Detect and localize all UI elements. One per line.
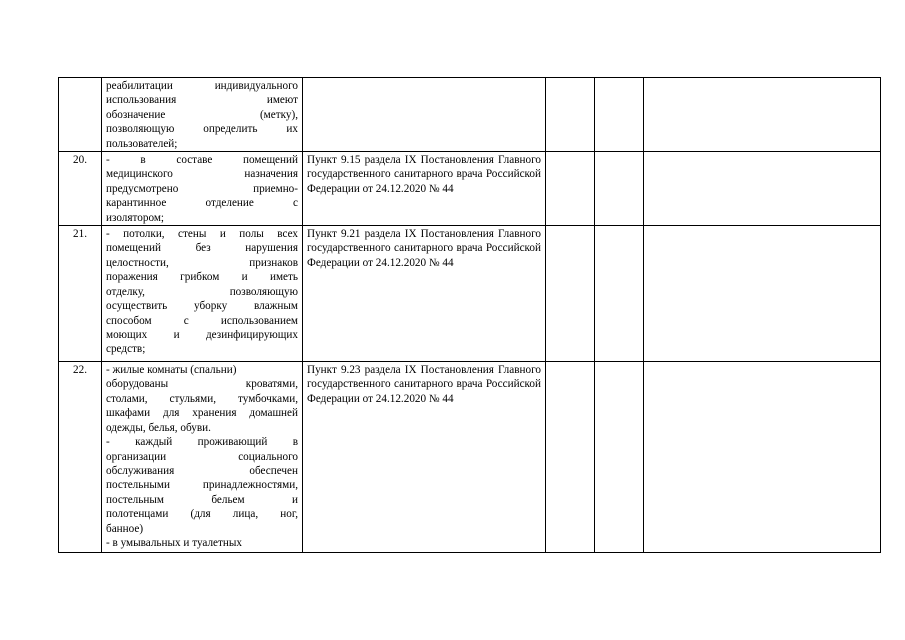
requirement-line: - каждый проживающий в bbox=[106, 436, 298, 449]
requirement-line: пользователей; bbox=[106, 137, 178, 150]
requirement-line: предусмотрено приемно- bbox=[106, 182, 298, 195]
empty-cell bbox=[595, 78, 644, 152]
requirement-line: - в умывальных и туалетных bbox=[106, 536, 242, 549]
requirement-line: отделку, позволяющую bbox=[106, 285, 298, 298]
requirement-cell bbox=[102, 362, 303, 553]
table-row bbox=[59, 226, 881, 362]
empty-cell bbox=[595, 152, 644, 226]
requirement-cell bbox=[102, 152, 303, 226]
requirement-line: одежды, белья, обуви. bbox=[106, 421, 211, 434]
requirement-line: использования имеют bbox=[106, 94, 298, 107]
requirement-line: обозначение (метку), bbox=[106, 108, 298, 121]
requirement-line: - жилые комнаты (спальни) bbox=[106, 364, 237, 377]
row-number bbox=[59, 78, 102, 152]
requirement-line: - потолки, стены и полы всех bbox=[106, 228, 298, 241]
empty-cell bbox=[644, 226, 881, 362]
empty-cell bbox=[546, 78, 595, 152]
requirement-line: моющих и дезинфицирующих bbox=[106, 328, 298, 341]
empty-cell bbox=[546, 226, 595, 362]
requirement-line: поражения грибком и иметь bbox=[106, 271, 298, 284]
reference-cell: Пункт 9.15 раздела IX Постановления Главного государственного санитарного врача Российской Федерации от 24.12.2020 № 44 bbox=[303, 152, 546, 226]
table-row bbox=[59, 152, 881, 226]
requirement-line: обслуживания обеспечен bbox=[106, 464, 298, 477]
empty-cell bbox=[546, 152, 595, 226]
row-number: 22. bbox=[59, 362, 102, 553]
requirement-line: изолятором; bbox=[106, 211, 165, 224]
empty-cell bbox=[595, 226, 644, 362]
requirement-line: банное) bbox=[106, 522, 144, 535]
requirement-line: постельным бельем и bbox=[106, 493, 298, 506]
requirement-line: способом с использованием bbox=[106, 314, 298, 327]
empty-cell bbox=[644, 78, 881, 152]
requirement-line: - в составе помещений bbox=[106, 154, 298, 167]
requirement-line: карантинное отделение с bbox=[106, 197, 298, 210]
reference-cell: Пункт 9.21 раздела IX Постановления Главного государственного санитарного врача Российской Федерации от 24.12.2020 № 44 bbox=[303, 226, 546, 362]
requirement-line: средств; bbox=[106, 343, 146, 356]
requirement-line: медицинского назначения bbox=[106, 168, 298, 181]
requirement-line: помещений без нарушения bbox=[106, 242, 298, 255]
requirement-cell bbox=[102, 78, 303, 152]
reference-cell: Пункт 9.23 раздела IX Постановления Главного государственного санитарного врача Российской Федерации от 24.12.2020 № 44 bbox=[303, 362, 546, 553]
requirement-line: шкафами для хранения домашней bbox=[106, 407, 298, 420]
checklist-table-body bbox=[59, 78, 881, 553]
requirement-line: позволяющую определить их bbox=[106, 123, 298, 136]
table-row bbox=[59, 78, 881, 152]
empty-cell bbox=[546, 362, 595, 553]
empty-cell bbox=[644, 152, 881, 226]
table-row bbox=[59, 362, 881, 553]
requirement-line: организации социального bbox=[106, 450, 298, 463]
empty-cell bbox=[644, 362, 881, 553]
requirement-line: постельными принадлежностями, bbox=[106, 479, 298, 492]
requirement-cell bbox=[102, 226, 303, 362]
requirement-line: полотенцами (для лица, ног, bbox=[106, 508, 298, 521]
requirement-line: целостности, признаков bbox=[106, 256, 298, 269]
requirement-line: осуществить уборку влажным bbox=[106, 300, 298, 313]
requirement-line: оборудованы кроватями, bbox=[106, 378, 298, 391]
requirement-line: столами, стульями, тумбочками, bbox=[106, 392, 298, 405]
empty-cell bbox=[595, 362, 644, 553]
requirement-line: реабилитации индивидуального bbox=[106, 80, 298, 92]
reference-cell bbox=[303, 78, 546, 152]
row-number: 20. bbox=[59, 152, 102, 226]
checklist-table bbox=[58, 77, 881, 553]
row-number: 21. bbox=[59, 226, 102, 362]
